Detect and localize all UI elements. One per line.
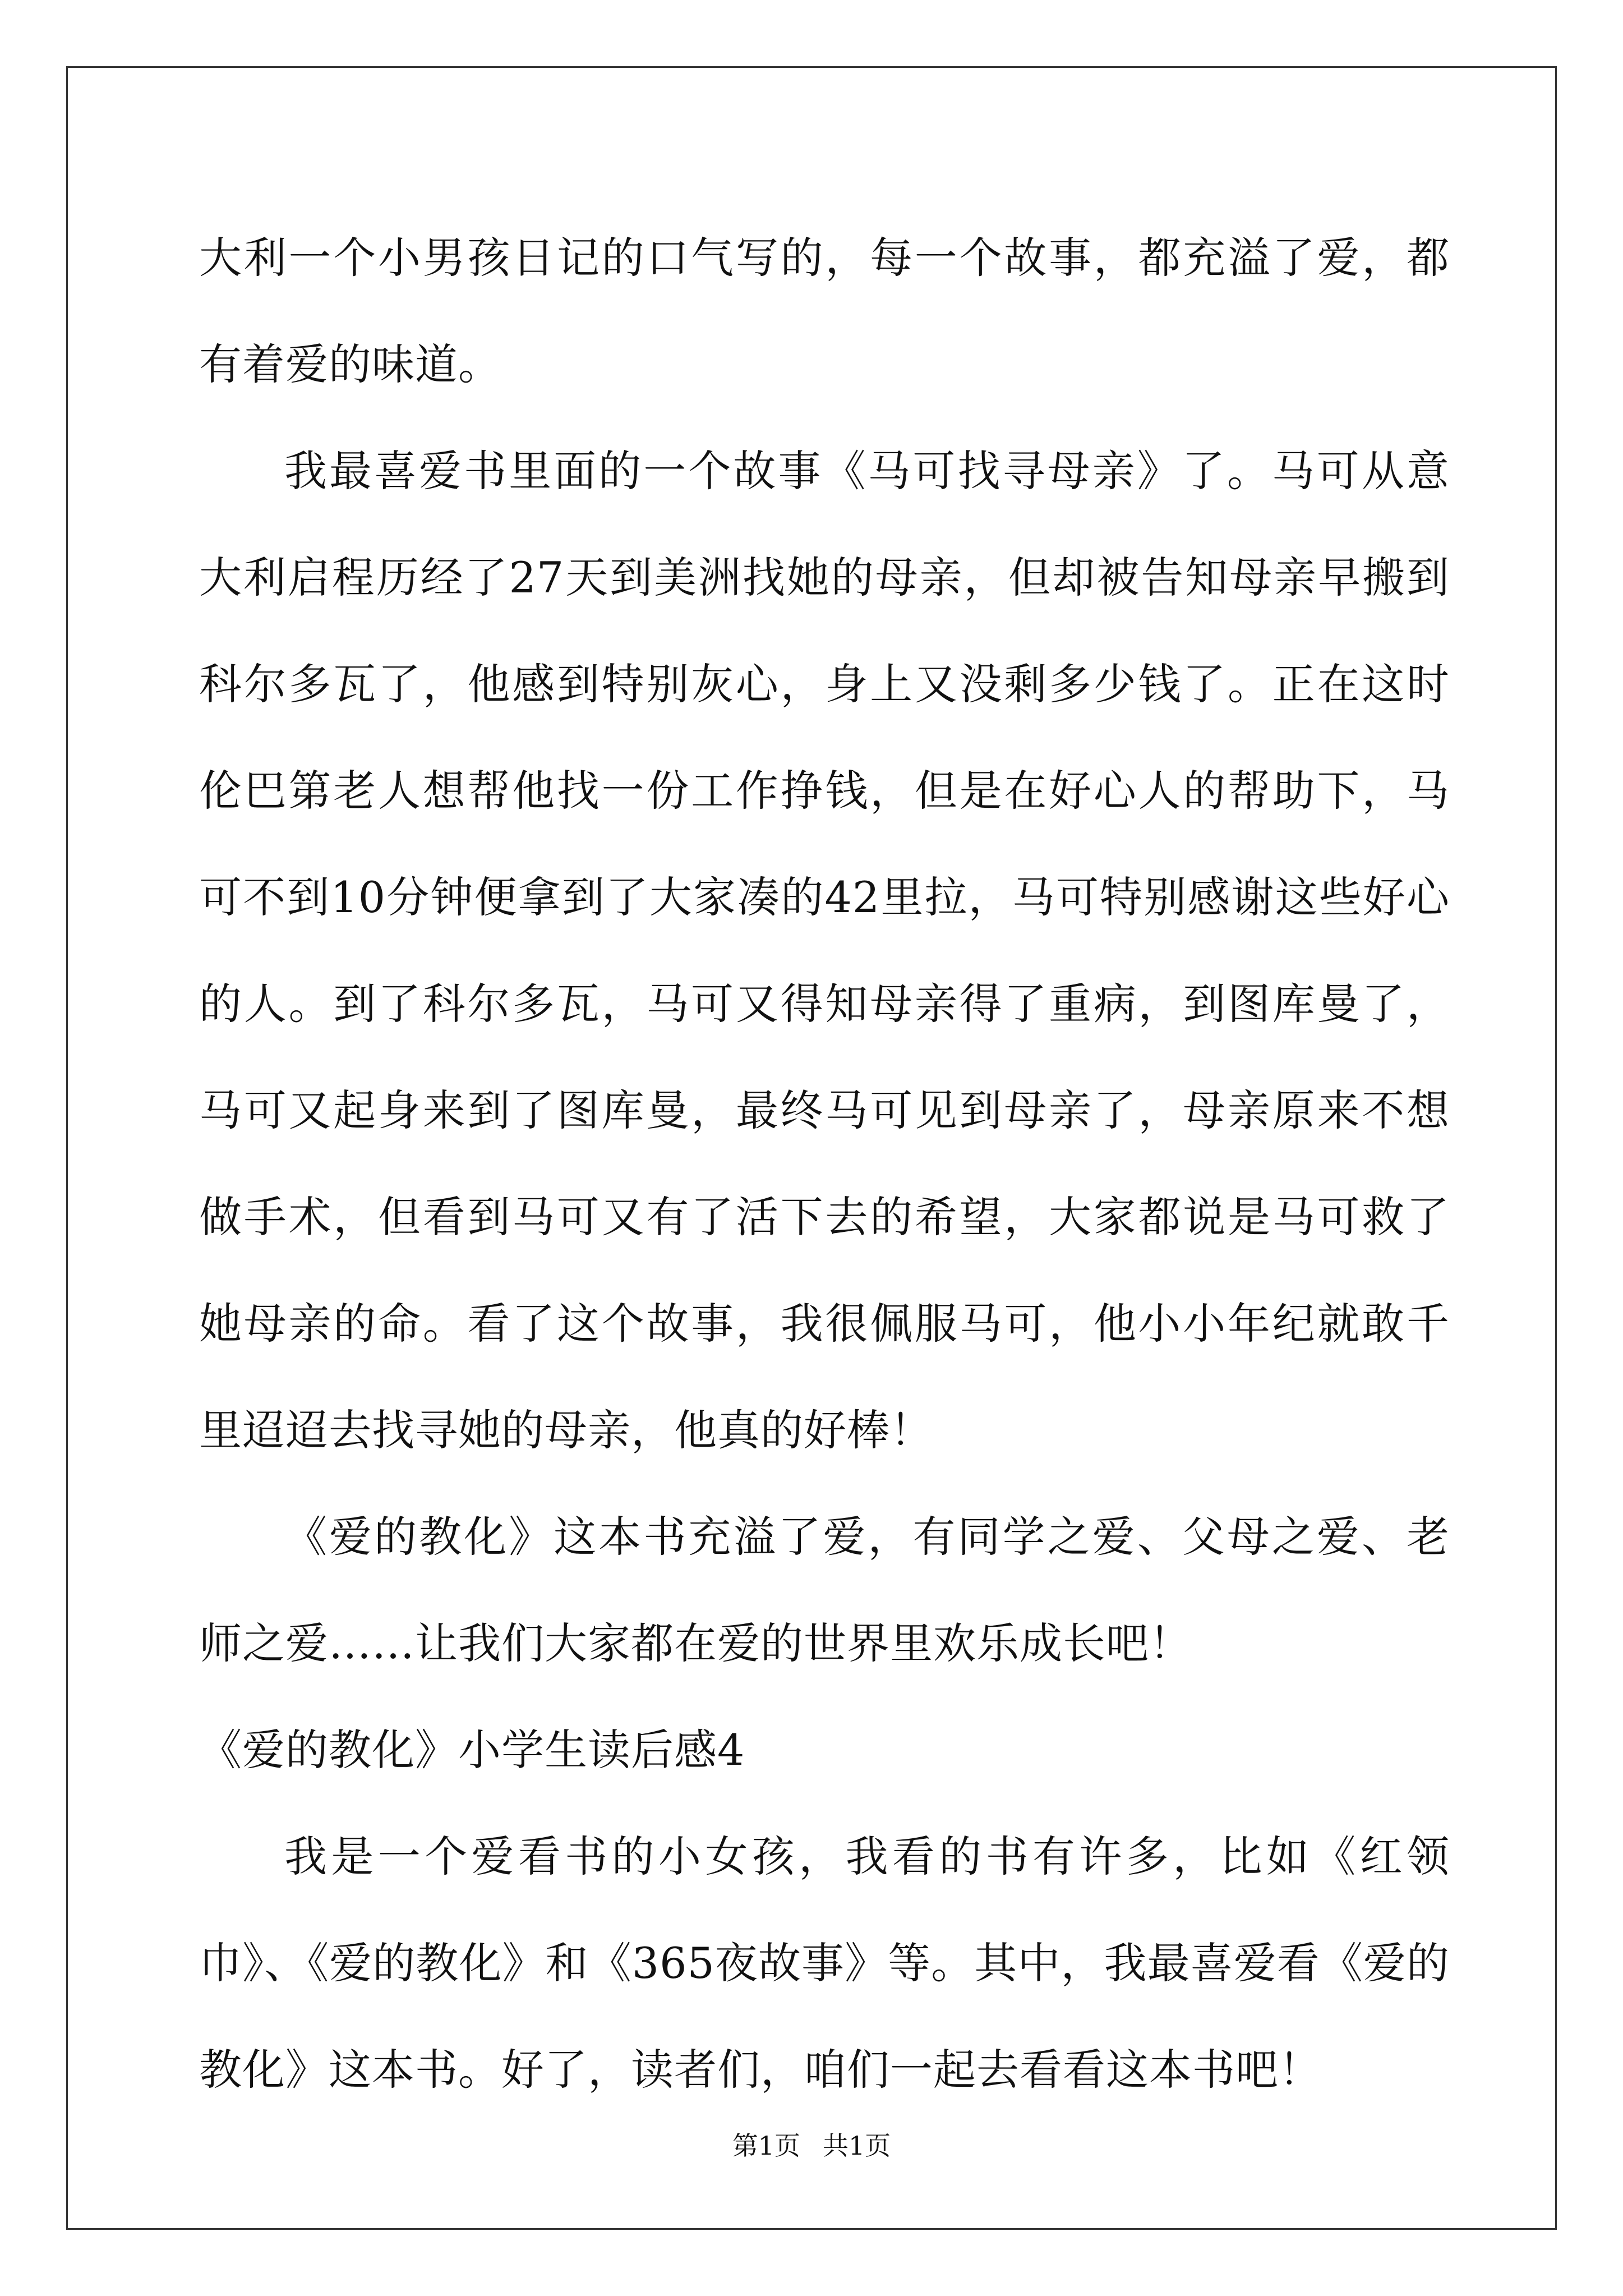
page-number-total: 共1页 (823, 2131, 891, 2161)
document-body (199, 205, 1450, 2123)
page-footer (0, 2129, 1623, 2162)
page-number-current: 第1页 (732, 2131, 800, 2161)
paragraph-intro-continued: 大利一个小男孩日记的口气写的，每一个故事，都充溢了爱，都有着爱的味道。 (199, 233, 1450, 389)
paragraph-story-marco: 我最喜爱书里面的一个故事《马可找寻母亲》了。马可从意大利启程历经了27天到美洲找她的母亲，但却被告知母亲早搬到科尔多瓦了，他感到特别灰心，身上又没剩多少钱了。正在这时伦巴第老人想帮他找一份工作挣钱，但是在好心人的帮助下，马可不到10分钟便拿到了大家凑的42里拉，马可特别感谢这些好心的人。到了科尔多瓦，马可又得知母亲得了重病，到图库曼了，马可又起身来到了图库曼，最终马可见到母亲了，母亲原来不想做手术，但看到马可又有了活下去的希望，大家都说是马可救了她母亲的命。看了这个故事，我很佩服马可，他小小年纪就敢千里迢迢去找寻她的母亲，他真的好棒！ (199, 446, 1450, 1455)
paragraph-new-essay-intro: 我是一个爱看书的小女孩，我看的书有许多，比如《红领巾》、《爱的教化》和《365夜故事》等。其中，我最喜爱看《爱的教化》这本书。好了，读者们，咱们一起去看看这本书吧！ (199, 1832, 1450, 2095)
section-heading: 《爱的教化》小学生读后感4 (199, 1725, 745, 1775)
paragraph-conclusion: 《爱的教化》这本书充溢了爱，有同学之爱、父母之爱、老师之爱……让我们大家都在爱的世界里欢乐成长吧！ (199, 1512, 1450, 1668)
